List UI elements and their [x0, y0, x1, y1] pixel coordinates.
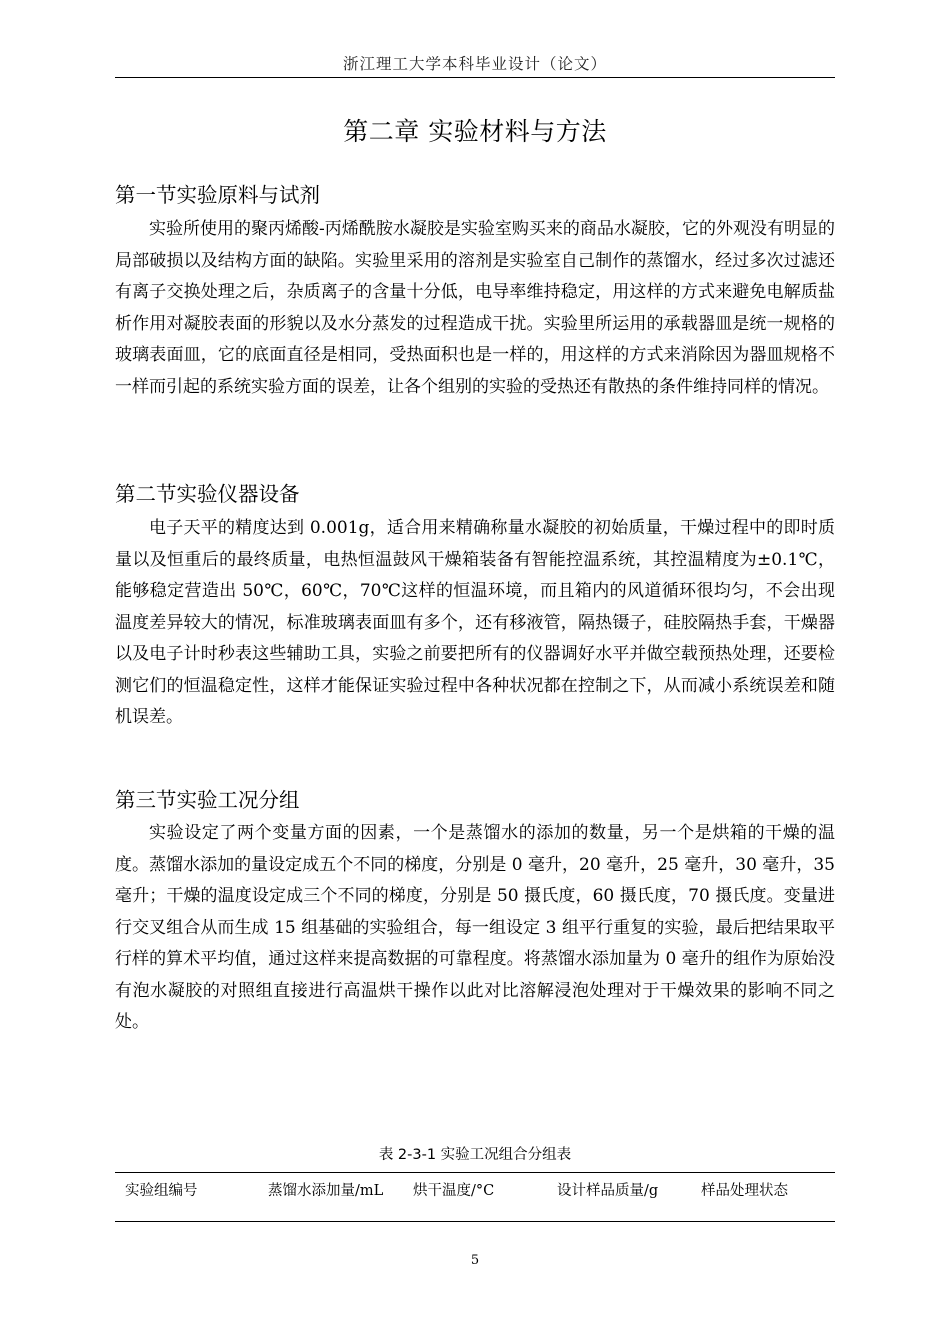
table-header-water-amount: 蒸馏水添加量/mL [268, 1183, 384, 1199]
running-header: 浙江理工大学本科毕业设计（论文） [342, 55, 607, 73]
table-caption: 表 2-3-1 实验工况组合分组表 [378, 1147, 572, 1163]
page-number: 5 [470, 1253, 480, 1268]
table-header-sample-state: 样品处理状态 [701, 1183, 788, 1199]
section-heading-grouping: 第三节实验工况分组 [115, 788, 300, 812]
section-paragraph-materials: 实验所使用的聚丙烯酸-丙烯酰胺水凝胶是实验室购买来的商品水凝胶，它的外观没有明显的局部破损以及结构方面的缺陷。实验里采用的溶剂是实验室自己制作的蒸馏水，经过多次过滤还有离子交换处理之后，杂质离子的含量十分低，电导率维持稳定，用这样的方式来避免电解质盐析作用对凝胶表面的形貌以及水分蒸发的过程造成干扰。实验里所运用的承载器皿是统一规格的玻璃表面皿，它的底面直径是相同，受热面积也是一样的，用这样的方式来消除因为器皿规格不一样而引起的系统实验方面的误差，让各个组别的实验的受热还有散热的条件维持同样的情况。 [115, 219, 835, 397]
section-paragraph-grouping: 实验设定了两个变量方面的因素，一个是蒸馏水的添加的数量，另一个是烘箱的干燥的温度。蒸馏水添加的量设定成五个不同的梯度，分别是 0 毫升，20 毫升，25 毫升，30 毫升，35 毫升；干燥的温度设定成三个不同的梯度，分别是 50 摄氏度，60 摄氏度，70 摄氏度。变量进行交叉组合从而生成 15 组基础的实验组合，每一组设定 3 组平行重复的实验，最后把结果取平行样的算术平均值，通过这样来提高数据的可靠程度。将蒸馏水添加量为 0 毫升的组作为原始没有泡水凝胶的对照组直接进行高温烘干操作以此对比溶解浸泡处理对于干燥效果的影响不同之处。 [115, 823, 835, 1032]
section-heading-materials: 第一节实验原料与试剂 [115, 183, 320, 207]
table-header-sample-mass: 设计样品质量/g [557, 1183, 659, 1199]
section-paragraph-instruments: 电子天平的精度达到 0.001g，适合用来精确称量水凝胶的初始质量，干燥过程中的即时质量以及恒重后的最终质量，电热恒温鼓风干燥箱装备有智能控温系统，其控温精度为±0.1℃，能够稳定营造出 50℃，60℃，70℃这样的恒温环境，而且箱内的风道循环很均匀，不会出现温度差异较大的情况，标准玻璃表面皿有多个，还有移液管，隔热镊子，硅胶隔热手套，干燥器以及电子计时秒表这些辅助工具，实验之前要把所有的仪器调好水平并做空载预热处理，还要检测它们的恒温稳定性，这样才能保证实验过程中各种状况都在控制之下，从而减小系统误差和随机误差。 [115, 518, 835, 727]
table-top-rule [115, 1172, 835, 1173]
header-divider [115, 77, 835, 78]
section-heading-instruments: 第二节实验仪器设备 [115, 482, 300, 506]
chapter-title: 第二章 实验材料与方法 [343, 117, 607, 146]
table-header-drying-temperature: 烘干温度/°C [413, 1183, 495, 1199]
table-header-group-id: 实验组编号 [125, 1183, 198, 1199]
table-header-rule [115, 1221, 835, 1222]
